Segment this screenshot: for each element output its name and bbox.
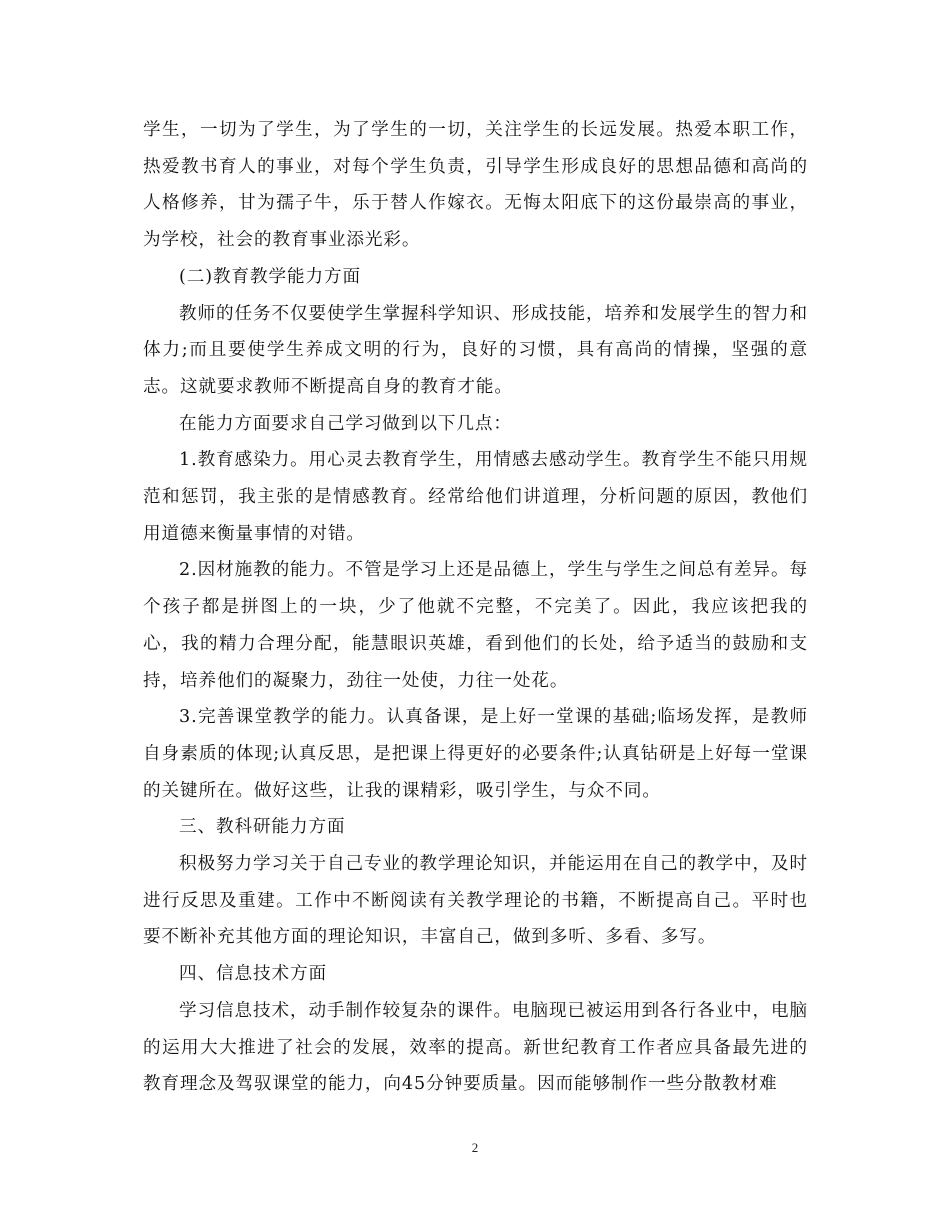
document-body: [143, 112, 808, 1103]
paragraph-point-2: 2.因材施教的能力。不管是学习上还是品德上，学生与学生之间总有差异。每个孩子都是拼图上的一块，少了他就不完整，不完美了。因此，我应该把我的心，我的精力合理分配，能慧眼识英雄，看到他们的长处，给予适当的鼓励和支持，培养他们的凝聚力，劲往一处使，力往一处花。: [143, 560, 808, 691]
paragraph-it: 学习信息技术，动手制作较复杂的课件。电脑现已被运用到各行各业中，电脑的运用大大推进了社会的发展，效率的提高。新世纪教育工作者应具备最先进的教育理念及驾驭课堂的能力，向45分钟要质量。因而能够制作一些分散教材难: [143, 1000, 808, 1095]
paragraph-research: 积极努力学习关于自己专业的教学理论知识，并能运用在自己的教学中，及时进行反思及重建。工作中不断阅读有关教学理论的书籍，不断提高自己。平时也要不断补充其他方面的理论知识，丰富自己，做到多听、多看、多写。: [143, 854, 808, 948]
paragraph-point-3: 3.完善课堂教学的能力。认真备课，是上好一堂课的基础;临场发挥，是教师自身素质的体现;认真反思，是把课上得更好的必要条件;认真钻研是上好每一堂课的关键所在。做好这些，让我的课精彩，吸引学生，与众不同。: [143, 707, 808, 801]
section-heading-it: 四、信息技术方面: [179, 964, 327, 985]
paragraph-continuation: 学生，一切为了学生，为了学生的一切，关注学生的长远发展。热爱本职工作，热爱教书育人的事业，对每个学生负责，引导学生形成良好的思想品德和高尚的人格修养，甘为孺子牛，乐于替人作嫁衣。无悔太阳底下的这份最崇高的事业，为学校，社会的教育事业添光彩。: [143, 120, 808, 251]
page-number: 2: [471, 1140, 479, 1155]
paragraph-ability-intro: 在能力方面要求自己学习做到以下几点：: [179, 413, 512, 434]
paragraph-point-1: 1.教育感染力。用心灵去教育学生，用情感去感动学生。教育学生不能只用规范和惩罚，我主张的是情感教育。经常给他们讲道理，分析问题的原因，教他们用道德来衡量事情的对错。: [143, 450, 808, 544]
section-heading-research: 三、教科研能力方面: [179, 817, 346, 838]
paragraph-teacher-task: 教师的任务不仅要使学生掌握科学知识、形成技能，培养和发展学生的智力和体力;而且要使学生养成文明的行为，良好的习惯，具有高尚的情操，坚强的意志。这就要求教师不断提高自身的教育才能。: [143, 303, 808, 397]
section-heading-teaching-ability: (二)教育教学能力方面: [179, 266, 361, 287]
